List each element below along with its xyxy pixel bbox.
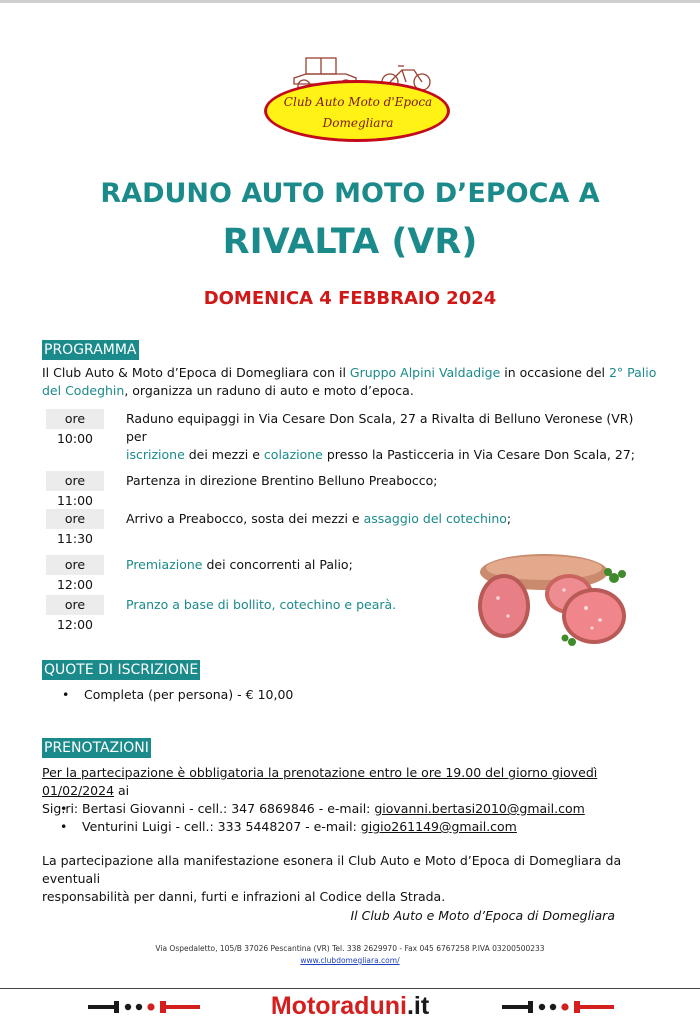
schedule-time: ore 11:30 <box>46 509 104 529</box>
logo-text-line1: Club Auto Moto d'Epoca <box>283 95 433 109</box>
contact-item <box>82 818 517 836</box>
notice-text: Sig.ri: <box>42 801 79 816</box>
event-date: DOMENICA 4 FEBBRAIO 2024 <box>203 288 497 309</box>
schedule-item <box>126 410 646 464</box>
programma-heading: PROGRAMMA <box>44 342 137 358</box>
schedule-text: presso la Pasticceria in Via Cesare Don Scala, 27; <box>322 447 635 462</box>
quote-heading: QUOTE DI ISCRIZIONE <box>44 662 199 678</box>
decorative-dots-right-icon <box>502 998 614 1016</box>
disclaimer <box>42 852 662 906</box>
prenotazioni-heading: PRENOTAZIONI <box>44 740 149 756</box>
schedule-text: Arrivo a Preabocco, sosta dei mezzi e <box>126 511 364 526</box>
signature: Il Club Auto e Moto d’Epoca di Domegliara <box>350 908 615 923</box>
cotechino-image <box>474 546 634 650</box>
disclaimer-line: responsabilità per danni, furti e infrazioni al Codice della Strada. <box>42 889 446 904</box>
disclaimer-line: La partecipazione alla manifestazione esonera il Club Auto e Moto d’Epoca di Domegliara da eventuali <box>42 853 622 886</box>
contact-email-link[interactable]: gigio261149@gmail.com <box>360 819 517 834</box>
schedule-text: ; <box>506 511 512 526</box>
brand-tld: .it <box>406 992 430 1020</box>
schedule-text: dei mezzi e <box>184 447 264 462</box>
intro-text: , organizza un raduno di auto e moto d’epoca. <box>124 383 414 398</box>
schedule-time: ore 12:00 <box>46 595 104 615</box>
notice-underlined: Per la partecipazione è obbligatoria la prenotazione entro le ore 19.00 del giorno giovedì 01/02/2024 <box>42 765 598 798</box>
schedule-item <box>126 472 437 490</box>
schedule-text: Partenza in direzione Brentino Belluno Preabocco; <box>126 473 438 488</box>
quote-item: • Completa (per persona) - € 10,00 <box>84 686 293 704</box>
schedule-text: Raduno equipaggi in Via Cesare Don Scala, 27 a Rivalta di Belluno Veronese (VR) per <box>126 411 634 444</box>
schedule-assaggio: assaggio del cotechino <box>363 511 507 526</box>
programma-intro <box>42 364 660 400</box>
logo-text-line2: Domegliara <box>322 116 394 130</box>
brand-name: Motoraduni <box>270 992 407 1020</box>
intro-palio: 2° Palio del Codeghin <box>42 365 657 398</box>
schedule-time: ore 11:00 <box>46 471 104 491</box>
club-logo <box>258 50 458 146</box>
logo-oval <box>264 80 450 142</box>
schedule-iscrizione: iscrizione <box>126 447 185 462</box>
notice-text: ai <box>114 783 130 798</box>
schedule-item <box>126 556 353 574</box>
schedule-premiazione: Premiazione <box>126 557 203 572</box>
contact-text: Bertasi Giovanni - cell.: 347 6869846 - e-mail: <box>82 801 375 816</box>
footer-website-link[interactable]: www.clubdomegliara.com/ <box>300 956 400 965</box>
schedule-text: dei concorrenti al Palio; <box>202 557 353 572</box>
schedule-time: ore 12:00 <box>46 555 104 575</box>
contact-item <box>82 800 585 818</box>
contact-text: Venturini Luigi - cell.: 333 5448207 - e-mail: <box>82 819 361 834</box>
schedule-time: ore 10:00 <box>46 409 104 429</box>
schedule-item <box>126 510 511 528</box>
intro-text: Il Club Auto & Moto d’Epoca di Domegliara con il <box>42 365 350 380</box>
schedule-colazione: colazione <box>263 447 323 462</box>
schedule-pranzo: Pranzo a base di bollito, cotechino e pearà. <box>126 597 397 612</box>
intro-alpini: Gruppo Alpini Valdadige <box>349 365 501 380</box>
schedule-item <box>126 596 396 614</box>
event-title-line2: RIVALTA (VR) <box>222 222 478 262</box>
intro-text: in occasione del <box>500 365 609 380</box>
footer-address: Via Ospedaletto, 105/B 37026 Pescantina (VR) Tel. 338 2629970 - Fax 045 6767258 P.IVA 03200500233 <box>155 944 545 953</box>
event-title-line1: RADUNO AUTO MOTO D’EPOCA A <box>100 178 600 209</box>
contact-email-link[interactable]: giovanni.bertasi2010@gmail.com <box>374 801 585 816</box>
